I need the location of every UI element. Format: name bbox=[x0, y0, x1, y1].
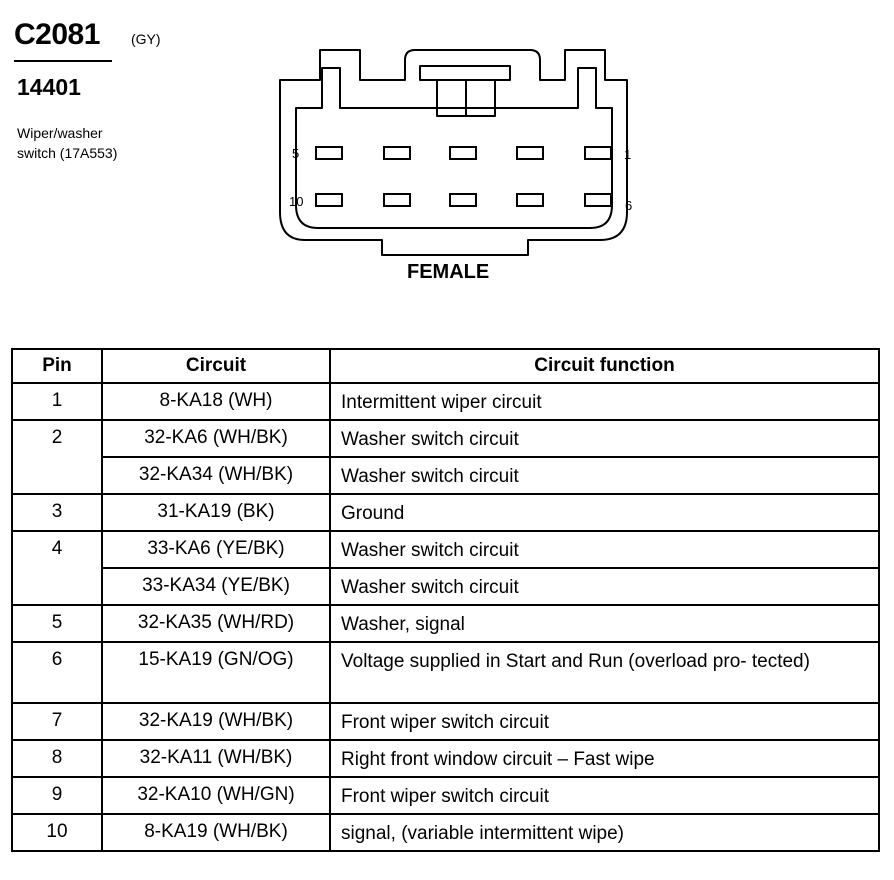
pin-cavity-10 bbox=[316, 194, 342, 206]
pin-cavities bbox=[316, 147, 611, 206]
table-row bbox=[12, 383, 879, 420]
header-circuit: Circuit bbox=[102, 349, 330, 383]
function-cell: signal, (variable intermittent wipe) bbox=[330, 814, 879, 851]
connector-face-diagram bbox=[270, 40, 660, 290]
circuit-cell: 32-KA19 (WH/BK) bbox=[102, 703, 330, 740]
table-row bbox=[12, 605, 879, 642]
function-cell: Right front window circuit – Fast wipe bbox=[330, 740, 879, 777]
header-pin: Pin bbox=[12, 349, 102, 383]
function-cell: Washer switch circuit bbox=[330, 457, 879, 494]
circuit-cell: 8-KA18 (WH) bbox=[102, 383, 330, 420]
latch-top bbox=[420, 66, 510, 80]
pin-cavity-7 bbox=[517, 194, 543, 206]
pin-cavity-8 bbox=[450, 194, 476, 206]
connector-gender-label: FEMALE bbox=[407, 261, 490, 283]
table-row bbox=[12, 531, 879, 568]
connector-color: (GY) bbox=[131, 31, 161, 47]
header-function: Circuit function bbox=[330, 349, 879, 383]
table-row bbox=[12, 457, 879, 494]
pin-cavity-3 bbox=[450, 147, 476, 159]
component-description bbox=[17, 123, 157, 163]
table-row bbox=[12, 740, 879, 777]
pin-label-6: 6 bbox=[625, 198, 633, 213]
connector-id: C2081 bbox=[14, 18, 100, 51]
pin-label-10: 10 bbox=[289, 194, 304, 209]
function-cell: Washer switch circuit bbox=[330, 568, 879, 605]
circuit-cell: 32-KA10 (WH/GN) bbox=[102, 777, 330, 814]
function-cell: Washer, signal bbox=[330, 605, 879, 642]
table-row bbox=[12, 494, 879, 531]
circuit-cell: 33-KA34 (YE/BK) bbox=[102, 568, 330, 605]
pin-label-1: 1 bbox=[624, 147, 632, 162]
function-cell: Ground bbox=[330, 494, 879, 531]
table-row bbox=[12, 777, 879, 814]
component-line-1: Wiper/washer bbox=[17, 125, 103, 141]
function-cell: Intermittent wiper circuit bbox=[330, 383, 879, 420]
pin-cell: 3 bbox=[12, 494, 102, 531]
circuit-cell: 15-KA19 (GN/OG) bbox=[102, 642, 330, 703]
circuit-cell: 32-KA35 (WH/RD) bbox=[102, 605, 330, 642]
circuit-cell: 32-KA6 (WH/BK) bbox=[102, 420, 330, 457]
component-line-2: switch (17A553) bbox=[17, 145, 118, 161]
pin-cell: 5 bbox=[12, 605, 102, 642]
table-row bbox=[12, 642, 879, 703]
function-cell: Front wiper switch circuit bbox=[330, 777, 879, 814]
table-row bbox=[12, 814, 879, 851]
pin-cavity-2 bbox=[517, 147, 543, 159]
connector-id-underline bbox=[14, 60, 112, 62]
circuit-cell: 8-KA19 (WH/BK) bbox=[102, 814, 330, 851]
table-row bbox=[12, 420, 879, 457]
pin-label-5: 5 bbox=[292, 146, 300, 161]
pin-cavity-5 bbox=[316, 147, 342, 159]
function-cell: Washer switch circuit bbox=[330, 420, 879, 457]
circuit-cell: 31-KA19 (BK) bbox=[102, 494, 330, 531]
pin-cell: 10 bbox=[12, 814, 102, 851]
pin-cavity-9 bbox=[384, 194, 410, 206]
pin-table-header bbox=[12, 349, 879, 383]
pin-cell: 2 bbox=[12, 420, 102, 494]
circuit-cell: 33-KA6 (YE/BK) bbox=[102, 531, 330, 568]
function-cell: Voltage supplied in Start and Run (overload pro- tected) bbox=[330, 642, 879, 703]
function-cell: Front wiper switch circuit bbox=[330, 703, 879, 740]
pin-table bbox=[11, 348, 880, 852]
circuit-cell: 32-KA34 (WH/BK) bbox=[102, 457, 330, 494]
circuit-cell: 32-KA11 (WH/BK) bbox=[102, 740, 330, 777]
pin-cell: 8 bbox=[12, 740, 102, 777]
pin-cell: 7 bbox=[12, 703, 102, 740]
pin-cavity-1 bbox=[585, 147, 611, 159]
table-row bbox=[12, 568, 879, 605]
pin-cell: 1 bbox=[12, 383, 102, 420]
table-row bbox=[12, 703, 879, 740]
function-cell: Washer switch circuit bbox=[330, 531, 879, 568]
pin-cell: 9 bbox=[12, 777, 102, 814]
pin-cell: 6 bbox=[12, 642, 102, 703]
pin-cavity-6 bbox=[585, 194, 611, 206]
part-number: 14401 bbox=[17, 74, 81, 100]
pin-cavity-4 bbox=[384, 147, 410, 159]
pin-cell: 4 bbox=[12, 531, 102, 605]
